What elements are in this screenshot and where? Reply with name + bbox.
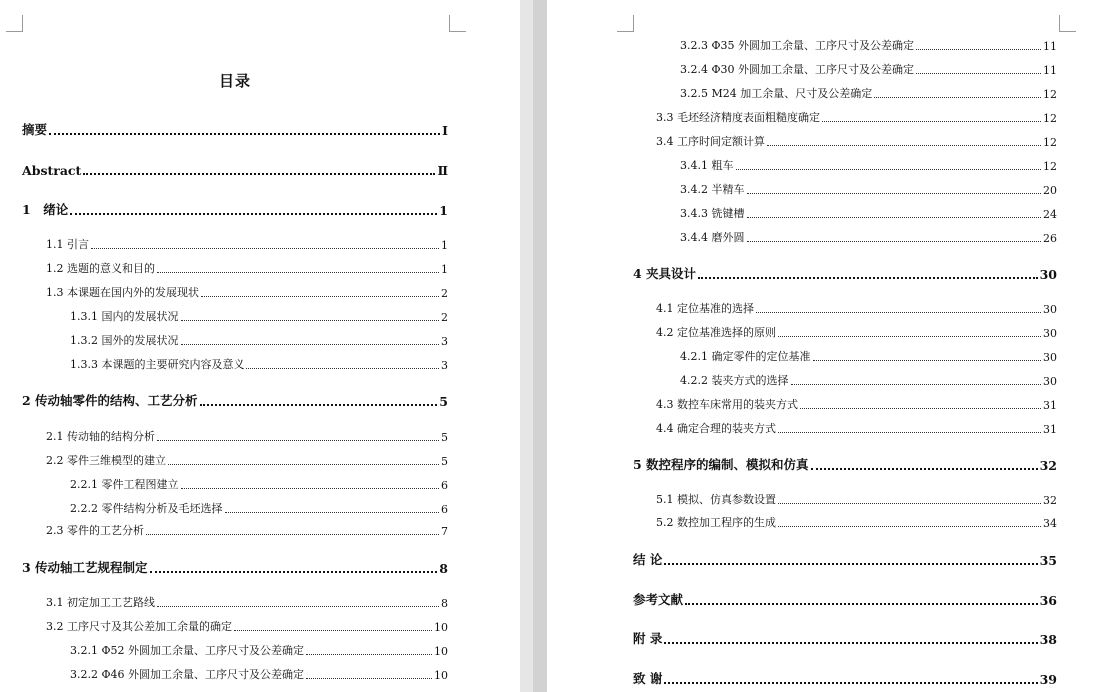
toc-entry-label: 4.2.2 装夹方式的选择	[680, 374, 789, 387]
toc-leader-dots	[246, 368, 439, 369]
toc-leader-dots	[778, 526, 1041, 527]
toc-entry-page: 30	[1043, 327, 1057, 340]
toc-entry-page: 2	[441, 311, 448, 324]
toc-entry[interactable]	[633, 550, 1057, 568]
toc-entry[interactable]	[22, 558, 448, 576]
toc-entry-label: 1 绪论	[22, 202, 69, 217]
toc-entry-page: 32	[1039, 458, 1057, 473]
toc-entry-page: 3	[441, 335, 448, 348]
toc-entry[interactable]	[656, 396, 1057, 412]
toc-entry-label: 3.2.4 Φ30 外圆加工余量、工序尺寸及公差确定	[680, 63, 914, 76]
toc-entry-page: 2	[441, 287, 448, 300]
toc-entry[interactable]	[656, 109, 1057, 125]
toc-entry-page: 11	[1043, 64, 1057, 77]
toc-entry-label: 2.1 传动轴的结构分析	[46, 430, 155, 443]
toc-leader-dots	[168, 464, 439, 465]
toc-entry[interactable]	[633, 669, 1057, 687]
toc-entry[interactable]	[46, 260, 448, 276]
toc-entry-page: 31	[1043, 399, 1057, 412]
toc-entry-page: 35	[1039, 553, 1057, 568]
toc-entry-page: 5	[441, 455, 448, 468]
crop-mark-top-left	[617, 15, 634, 32]
toc-entry-label: 5.2 数控加工程序的生成	[656, 516, 776, 529]
toc-entry[interactable]	[70, 642, 448, 658]
toc-entry-page: 7	[441, 525, 448, 538]
toc-entry[interactable]	[46, 452, 448, 468]
toc-entry-label: 3.2.3 Φ35 外圆加工余量、工序尺寸及公差确定	[680, 39, 914, 52]
toc-entry[interactable]	[70, 666, 448, 682]
toc-entry[interactable]	[680, 205, 1057, 221]
toc-entry[interactable]	[680, 348, 1057, 364]
toc-entry-label: 1.2 选题的意义和目的	[46, 262, 155, 275]
toc-entry[interactable]	[22, 391, 448, 409]
toc-entry[interactable]	[680, 37, 1057, 53]
toc-leader-dots	[225, 512, 440, 513]
toc-entry-page: 11	[1043, 40, 1057, 53]
toc-entry[interactable]	[680, 85, 1057, 101]
toc-entry-page: 30	[1043, 375, 1057, 388]
toc-entry[interactable]	[633, 264, 1057, 282]
toc-entry[interactable]	[633, 590, 1057, 608]
toc-leader-dots	[747, 217, 1042, 218]
toc-entry-page: 12	[1043, 88, 1057, 101]
toc-entry-label: 3.2.2 Φ46 外圆加工余量、工序尺寸及公差确定	[70, 668, 304, 681]
toc-entry-page: 36	[1039, 593, 1057, 608]
toc-entry-label: 2 传动轴零件的结构、工艺分析	[22, 393, 198, 408]
toc-entry[interactable]	[680, 372, 1057, 388]
toc-entry[interactable]	[656, 300, 1057, 316]
crop-mark-top-left	[6, 15, 23, 32]
toc-leader-dots	[306, 678, 432, 679]
toc-entry-page: 38	[1039, 632, 1057, 647]
toc-entry-page: 32	[1043, 494, 1057, 507]
toc-leader-dots	[664, 563, 1037, 565]
toc-leader-dots	[747, 241, 1042, 242]
toc-entry[interactable]	[70, 500, 448, 516]
toc-entry[interactable]	[46, 428, 448, 444]
toc-leader-dots	[747, 193, 1042, 194]
toc-entry[interactable]	[22, 160, 448, 178]
crop-mark-top-right	[1059, 15, 1076, 32]
toc-entry-label: 4.2 定位基准选择的原则	[656, 326, 776, 339]
toc-entry[interactable]	[680, 157, 1057, 173]
toc-entry[interactable]	[680, 229, 1057, 245]
toc-leader-dots	[778, 432, 1041, 433]
toc-entry[interactable]	[656, 420, 1057, 436]
toc-entry-page: 20	[1043, 184, 1057, 197]
toc-entry-label: 1.3.2 国外的发展状况	[70, 334, 179, 347]
toc-entry-label: 3.2 工序尺寸及其公差加工余量的确定	[46, 620, 232, 633]
document-page-right	[547, 0, 1094, 692]
toc-leader-dots	[181, 344, 440, 345]
toc-entry-page: 12	[1043, 160, 1057, 173]
toc-title: 目录	[218, 72, 251, 90]
toc-entry-page: 10	[434, 645, 448, 658]
toc-entry-page: 5	[439, 394, 448, 409]
toc-entry[interactable]	[70, 476, 448, 492]
toc-entry[interactable]	[22, 200, 448, 218]
toc-entry-label: 3.1 初定加工工艺路线	[46, 596, 155, 609]
toc-entry[interactable]	[70, 308, 448, 324]
toc-leader-dots	[200, 404, 438, 406]
toc-entry[interactable]	[633, 455, 1057, 473]
toc-entry-page: 6	[441, 503, 448, 516]
toc-leader-dots	[201, 296, 439, 297]
toc-leader-dots	[822, 121, 1041, 122]
toc-entry[interactable]	[46, 594, 448, 610]
toc-entry-page: I	[442, 123, 448, 138]
toc-entry[interactable]	[656, 491, 1057, 507]
toc-entry-label: 3.3 毛坯经济精度表面粗糙度确定	[656, 111, 820, 124]
toc-leader-dots	[181, 320, 440, 321]
toc-entry[interactable]	[656, 514, 1057, 530]
toc-leader-dots	[813, 360, 1042, 361]
toc-leader-dots	[150, 571, 438, 573]
toc-leader-dots	[698, 277, 1038, 279]
toc-leader-dots	[49, 133, 440, 135]
toc-entry-label: 5.1 模拟、仿真参数设置	[656, 493, 776, 506]
toc-leader-dots	[234, 630, 432, 631]
toc-leader-dots	[767, 145, 1041, 146]
toc-entry-page: 1	[439, 203, 448, 218]
toc-entry-label: 摘要	[22, 122, 48, 137]
toc-entry-page: 30	[1039, 267, 1057, 282]
toc-leader-dots	[157, 606, 439, 607]
toc-entry[interactable]	[70, 356, 448, 372]
toc-entry-page: 1	[441, 263, 448, 276]
toc-leader-dots	[736, 169, 1042, 170]
toc-entry-page: 34	[1043, 517, 1057, 530]
toc-entry-label: 致 谢	[633, 671, 663, 686]
toc-entry-label: 3.2.5 M24 加工余量、尺寸及公差确定	[680, 87, 873, 100]
toc-entry-label: 3 传动轴工艺规程制定	[22, 560, 148, 575]
toc-entry-page: 8	[439, 561, 448, 576]
toc-leader-dots	[70, 213, 437, 215]
toc-entry-label: 3.2.1 Φ52 外圆加工余量、工序尺寸及公差确定	[70, 644, 304, 657]
toc-leader-dots	[778, 336, 1041, 337]
toc-entry-label: 1.3.3 本课题的主要研究内容及意义	[70, 358, 245, 371]
toc-entry[interactable]	[22, 120, 448, 138]
toc-entry-label: 1.3.1 国内的发展状况	[70, 310, 179, 323]
scroll-gutter	[533, 0, 547, 692]
document-page-left	[0, 0, 520, 692]
toc-leader-dots	[306, 654, 432, 655]
toc-leader-dots	[756, 312, 1041, 313]
toc-leader-dots	[91, 248, 439, 249]
toc-entry-page: 24	[1043, 208, 1057, 221]
toc-entry-label: 5 数控程序的编制、模拟和仿真	[633, 457, 809, 472]
toc-entry[interactable]	[46, 522, 448, 538]
toc-entry-label: 3.4.2 半精车	[680, 183, 745, 196]
toc-entry-page: 31	[1043, 423, 1057, 436]
toc-entry[interactable]	[46, 236, 448, 252]
toc-entry-page: 10	[434, 669, 448, 682]
toc-entry-label: 参考文献	[633, 592, 684, 607]
toc-entry-label: 3.4.4 磨外圆	[680, 231, 745, 244]
toc-entry-page: 26	[1043, 232, 1057, 245]
toc-entry[interactable]	[46, 284, 448, 300]
toc-entry[interactable]	[633, 629, 1057, 647]
toc-entry[interactable]	[46, 618, 448, 634]
toc-entry-page: 5	[441, 431, 448, 444]
toc-entry-page: Ⅱ	[437, 163, 448, 178]
toc-entry-label: Abstract	[22, 163, 82, 178]
toc-entry[interactable]	[680, 181, 1057, 197]
toc-leader-dots	[685, 603, 1038, 605]
toc-entry-page: 8	[441, 597, 448, 610]
toc-leader-dots	[664, 642, 1037, 644]
toc-entry-page: 30	[1043, 351, 1057, 364]
toc-leader-dots	[181, 488, 440, 489]
toc-entry[interactable]	[656, 133, 1057, 149]
toc-entry-label: 4.4 确定合理的装夹方式	[656, 422, 776, 435]
toc-entry-label: 结 论	[633, 552, 663, 567]
toc-entry-label: 4.3 数控车床常用的装夹方式	[656, 398, 798, 411]
toc-leader-dots	[800, 408, 1041, 409]
toc-entry-label: 3.4.3 铣键槽	[680, 207, 745, 220]
toc-leader-dots	[916, 73, 1041, 74]
toc-entry-label: 2.2.1 零件工程图建立	[70, 478, 179, 491]
toc-entry-page: 1	[441, 239, 448, 252]
toc-entry-page: 3	[441, 359, 448, 372]
toc-entry-page: 30	[1043, 303, 1057, 316]
toc-entry[interactable]	[656, 324, 1057, 340]
toc-entry-page: 39	[1039, 672, 1057, 687]
toc-entry-label: 3.4.1 粗车	[680, 159, 734, 172]
toc-entry[interactable]	[680, 61, 1057, 77]
toc-entry-label: 3.4 工序时间定额计算	[656, 135, 765, 148]
toc-leader-dots	[157, 272, 439, 273]
toc-leader-dots	[811, 468, 1038, 470]
toc-entry-label: 附 录	[633, 631, 663, 646]
toc-leader-dots	[916, 49, 1041, 50]
toc-leader-dots	[778, 503, 1041, 504]
toc-entry-page: 12	[1043, 136, 1057, 149]
toc-entry[interactable]	[70, 332, 448, 348]
toc-leader-dots	[791, 384, 1042, 385]
toc-entry-label: 1.1 引言	[46, 238, 89, 251]
toc-entry-label: 2.2.2 零件结构分析及毛坯选择	[70, 502, 223, 515]
toc-leader-dots	[157, 440, 439, 441]
toc-entry-label: 1.3 本课题在国内外的发展现状	[46, 286, 199, 299]
toc-entry-label: 4.1 定位基准的选择	[656, 302, 754, 315]
toc-entry-page: 6	[441, 479, 448, 492]
crop-mark-top-right	[449, 15, 466, 32]
toc-leader-dots	[664, 682, 1037, 684]
toc-entry-label: 2.3 零件的工艺分析	[46, 524, 144, 537]
toc-entry-page: 10	[434, 621, 448, 634]
toc-entry-label: 4.2.1 确定零件的定位基准	[680, 350, 811, 363]
toc-leader-dots	[83, 173, 435, 175]
toc-leader-dots	[146, 534, 439, 535]
toc-entry-label: 2.2 零件三维模型的建立	[46, 454, 166, 467]
toc-leader-dots	[874, 97, 1041, 98]
toc-entry-label: 4 夹具设计	[633, 266, 697, 281]
toc-entry-page: 12	[1043, 112, 1057, 125]
